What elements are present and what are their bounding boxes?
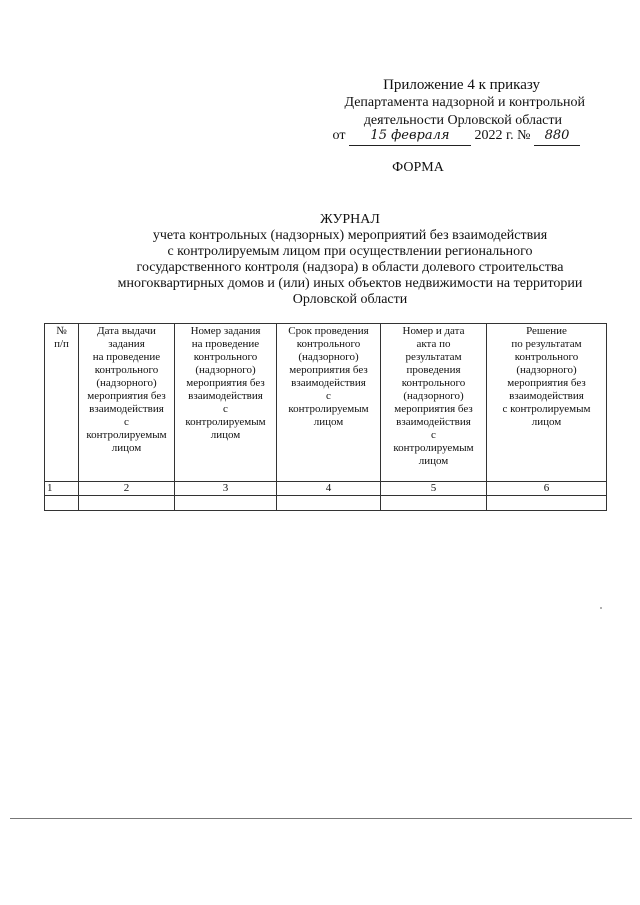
journal-subtitle-line-1: учета контрольных (надзорных) мероприятий без взаимодействия [152,228,548,243]
table-row [45,496,607,511]
table-cell: 1 [45,482,79,496]
region-line: деятельности Орловской области [363,113,562,128]
journal-subtitle-line-2: с контролируемым лицом при осуществлении регионального [167,244,533,259]
header-cell-number: № п/п [45,324,79,482]
date-suffix: 2022 г. № [474,128,531,143]
order-date-line [333,127,580,146]
journal-subtitle-line-3: государственного контроля (надзора) в области долевого строительства [136,260,564,275]
table-cell: 2 [79,482,175,496]
appendix-title: Приложение 4 к приказу [383,77,540,93]
table-cell: 5 [381,482,487,496]
header-cell-task-date: Дата выдачи задания на проведение контрольного (надзорного) мероприятия без взаимодействия с контролируемым лицом [79,324,175,482]
handwritten-date: 15 февраля [349,127,471,146]
header-cell-duration: Срок проведения контрольного (надзорного) мероприятия без взаимодействия с контролируемым лицом [277,324,381,482]
form-label: ФОРМА [392,160,444,175]
department-line: Департамента надзорной и контрольной [344,95,585,110]
handwritten-order-number: 880 [534,127,580,146]
table-cell: 6 [487,482,607,496]
table-cell [277,496,381,511]
journal-heading: ЖУРНАЛ [320,212,380,227]
header-cell-task-number: Номер задания на проведение контрольного (надзорного) мероприятия без взаимодействия с контролируемым лицом [175,324,277,482]
journal-title-block [0,212,640,308]
table-cell [381,496,487,511]
table-cell [45,496,79,511]
table-cell: 4 [277,482,381,496]
scan-speck [600,607,602,609]
journal-table [44,323,607,511]
table-cell [79,496,175,511]
journal-subtitle-line-4: многоквартирных домов и (или) иных объектов недвижимости на территории [117,276,583,291]
table-cell [175,496,277,511]
header-cell-act: Номер и дата акта по результатам проведения контрольного (надзорного) мероприятия без взаимодействия с контролируемым лицом [381,324,487,482]
header-cell-decision: Решение по результатам контрольного (надзорного) мероприятия без взаимодействия с контролируемым лицом [487,324,607,482]
table-numbering-row [45,482,607,496]
page-bottom-rule [10,818,632,819]
table-cell [487,496,607,511]
table-header-row [45,324,607,482]
journal-subtitle-line-5: Орловской области [292,292,408,307]
date-prefix: от [332,128,346,143]
table-cell: 3 [175,482,277,496]
